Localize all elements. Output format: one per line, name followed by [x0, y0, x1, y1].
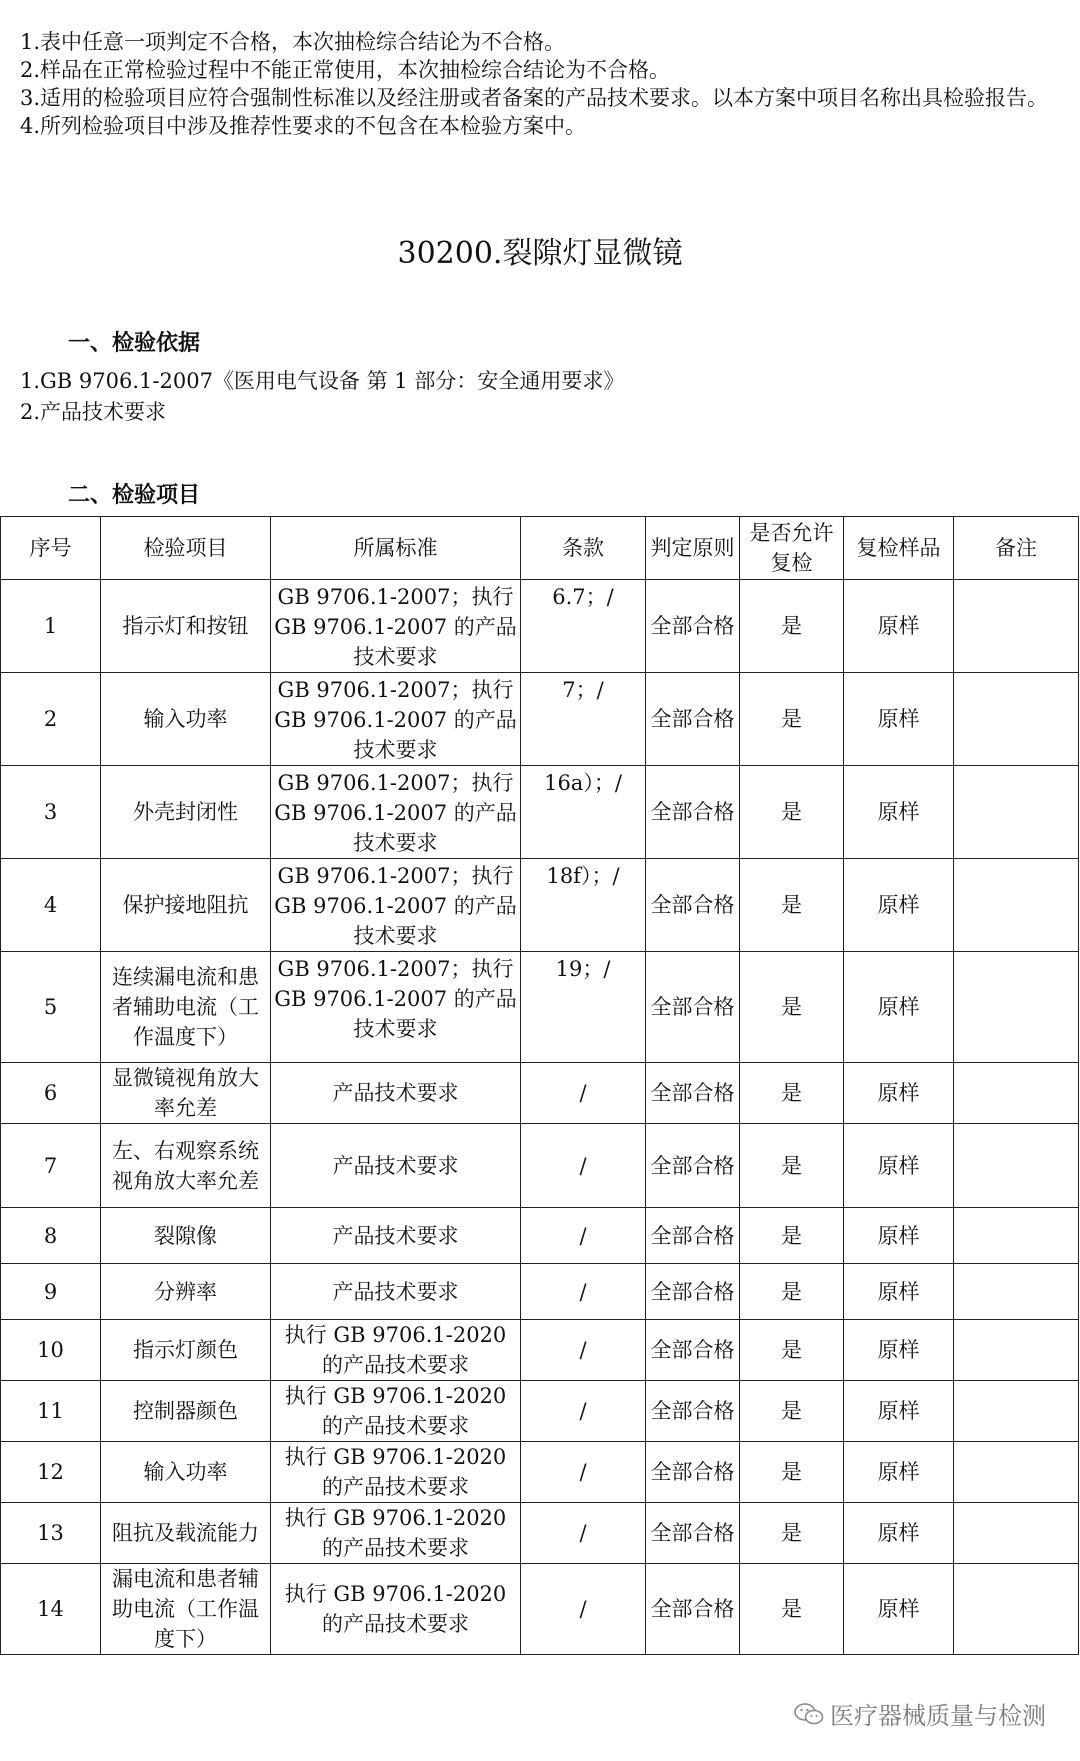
row-item: 阻抗及载流能力 [101, 1503, 271, 1564]
row-rule: 全部合格 [646, 1063, 740, 1124]
row-remark [954, 1264, 1079, 1320]
row-item: 裂隙像 [101, 1208, 271, 1264]
row-standard: 执行 GB 9706.1-2020 的产品技术要求 [271, 1320, 521, 1381]
row-clause: / [521, 1208, 646, 1264]
row-clause: / [521, 1564, 646, 1655]
note-1: 1.表中任意一项判定不合格，本次抽检综合结论为不合格。 [20, 30, 566, 54]
row-rule: 全部合格 [646, 1442, 740, 1503]
section-heading-basis: 一、检验依据 [68, 331, 201, 356]
row-sample: 原样 [844, 580, 954, 673]
header-no: 序号 [1, 517, 101, 580]
row-item: 保护接地阻抗 [101, 859, 271, 952]
row-recheck: 是 [740, 1264, 844, 1320]
row-rule: 全部合格 [646, 1320, 740, 1381]
row-sample: 原样 [844, 766, 954, 859]
table-row [1, 1264, 1079, 1320]
row-rule: 全部合格 [646, 1381, 740, 1442]
row-sample: 原样 [844, 1208, 954, 1264]
row-clause: 18f）；/ [521, 859, 646, 952]
section-heading-items: 二、检验项目 [68, 483, 201, 508]
row-no: 3 [1, 766, 101, 859]
watermark-text: 医疗器械质量与检测 [830, 1702, 1046, 1730]
table-header-row [1, 517, 1079, 580]
row-standard: 执行 GB 9706.1-2020 的产品技术要求 [271, 1564, 521, 1655]
row-remark [954, 1320, 1079, 1381]
row-standard: GB 9706.1-2007；执行 GB 9706.1-2007 的产品技术要求 [271, 952, 521, 1063]
table-row [1, 1208, 1079, 1264]
row-no: 5 [1, 952, 101, 1063]
row-recheck: 是 [740, 952, 844, 1063]
table-row [1, 1063, 1079, 1124]
row-remark [954, 1381, 1079, 1442]
table-row [1, 1381, 1079, 1442]
row-item: 漏电流和患者辅助电流（工作温度下） [101, 1564, 271, 1655]
row-standard: GB 9706.1-2007；执行 GB 9706.1-2007 的产品技术要求 [271, 580, 521, 673]
row-recheck: 是 [740, 1124, 844, 1208]
header-standard: 所属标准 [271, 517, 521, 580]
row-remark [954, 1442, 1079, 1503]
row-item: 分辨率 [101, 1264, 271, 1320]
row-recheck: 是 [740, 1208, 844, 1264]
row-clause: / [521, 1320, 646, 1381]
row-no: 4 [1, 859, 101, 952]
row-recheck: 是 [740, 1442, 844, 1503]
inspection-table [0, 516, 1079, 1655]
row-rule: 全部合格 [646, 1208, 740, 1264]
row-sample: 原样 [844, 952, 954, 1063]
notes-block [20, 28, 1060, 140]
row-recheck: 是 [740, 766, 844, 859]
row-clause: / [521, 1124, 646, 1208]
row-recheck: 是 [740, 673, 844, 766]
row-sample: 原样 [844, 1503, 954, 1564]
row-sample: 原样 [844, 859, 954, 952]
row-no: 2 [1, 673, 101, 766]
row-sample: 原样 [844, 1564, 954, 1655]
table-row [1, 952, 1079, 1063]
row-clause: 19；/ [521, 952, 646, 1063]
row-standard: 执行 GB 9706.1-2020 的产品技术要求 [271, 1503, 521, 1564]
row-clause: 6.7；/ [521, 580, 646, 673]
row-rule: 全部合格 [646, 1564, 740, 1655]
row-item: 控制器颜色 [101, 1381, 271, 1442]
watermark [794, 1696, 1046, 1731]
row-remark [954, 859, 1079, 952]
row-clause: 7；/ [521, 673, 646, 766]
table-row [1, 1124, 1079, 1208]
table-row [1, 766, 1079, 859]
row-recheck: 是 [740, 580, 844, 673]
row-item: 外壳封闭性 [101, 766, 271, 859]
table-row [1, 1503, 1079, 1564]
row-item: 输入功率 [101, 1442, 271, 1503]
header-clause: 条款 [521, 517, 646, 580]
table-row [1, 580, 1079, 673]
row-sample: 原样 [844, 1381, 954, 1442]
row-remark [954, 580, 1079, 673]
row-sample: 原样 [844, 1442, 954, 1503]
row-standard: 产品技术要求 [271, 1264, 521, 1320]
row-no: 7 [1, 1124, 101, 1208]
row-rule: 全部合格 [646, 1503, 740, 1564]
row-recheck: 是 [740, 1503, 844, 1564]
row-standard: GB 9706.1-2007；执行 GB 9706.1-2007 的产品技术要求 [271, 859, 521, 952]
header-rule: 判定原则 [646, 517, 740, 580]
row-rule: 全部合格 [646, 580, 740, 673]
row-standard: 产品技术要求 [271, 1124, 521, 1208]
row-remark [954, 1564, 1079, 1655]
table-row [1, 1442, 1079, 1503]
row-remark [954, 1063, 1079, 1124]
table-row [1, 1564, 1079, 1655]
row-standard: 产品技术要求 [271, 1063, 521, 1124]
row-standard: 产品技术要求 [271, 1208, 521, 1264]
row-item: 左、右观察系统视角放大率允差 [101, 1124, 271, 1208]
row-no: 9 [1, 1264, 101, 1320]
note-3: 3.适用的检验项目应符合强制性标准以及经注册或者备案的产品技术要求。以本方案中项目名称出具检验报告。 [20, 86, 1049, 110]
row-no: 10 [1, 1320, 101, 1381]
row-remark [954, 1208, 1079, 1264]
wechat-icon [794, 1702, 824, 1726]
row-recheck: 是 [740, 1320, 844, 1381]
table-row [1, 859, 1079, 952]
table-row [1, 1320, 1079, 1381]
row-clause: / [521, 1063, 646, 1124]
header-sample: 复检样品 [844, 517, 954, 580]
row-standard: 执行 GB 9706.1-2020 的产品技术要求 [271, 1442, 521, 1503]
page-title: 30200.裂隙灯显微镜 [397, 236, 683, 271]
row-standard: 执行 GB 9706.1-2020 的产品技术要求 [271, 1381, 521, 1442]
row-rule: 全部合格 [646, 1264, 740, 1320]
row-recheck: 是 [740, 1063, 844, 1124]
note-2: 2.样品在正常检验过程中不能正常使用，本次抽检综合结论为不合格。 [20, 58, 671, 82]
basis-list [20, 366, 624, 428]
row-remark [954, 673, 1079, 766]
row-clause: / [521, 1442, 646, 1503]
row-clause: / [521, 1381, 646, 1442]
row-no: 12 [1, 1442, 101, 1503]
row-recheck: 是 [740, 859, 844, 952]
row-remark [954, 1503, 1079, 1564]
row-remark [954, 1124, 1079, 1208]
row-sample: 原样 [844, 1063, 954, 1124]
row-clause: / [521, 1264, 646, 1320]
basis-item-2: 2.产品技术要求 [20, 400, 167, 424]
row-no: 1 [1, 580, 101, 673]
row-rule: 全部合格 [646, 859, 740, 952]
row-rule: 全部合格 [646, 766, 740, 859]
row-remark [954, 766, 1079, 859]
row-rule: 全部合格 [646, 952, 740, 1063]
row-item: 连续漏电流和患者辅助电流（工作温度下） [101, 952, 271, 1063]
header-recheck: 是否允许复检 [740, 517, 844, 580]
row-recheck: 是 [740, 1381, 844, 1442]
row-no: 14 [1, 1564, 101, 1655]
basis-item-1: 1.GB 9706.1-2007《医用电气设备 第 1 部分：安全通用要求》 [20, 369, 625, 393]
row-item: 输入功率 [101, 673, 271, 766]
table-row [1, 673, 1079, 766]
row-sample: 原样 [844, 1320, 954, 1381]
row-standard: GB 9706.1-2007；执行 GB 9706.1-2007 的产品技术要求 [271, 673, 521, 766]
row-remark [954, 952, 1079, 1063]
header-item: 检验项目 [101, 517, 271, 580]
header-remark: 备注 [954, 517, 1079, 580]
row-rule: 全部合格 [646, 1124, 740, 1208]
row-no: 13 [1, 1503, 101, 1564]
row-clause: 16a）；/ [521, 766, 646, 859]
row-sample: 原样 [844, 1124, 954, 1208]
row-item: 指示灯颜色 [101, 1320, 271, 1381]
row-no: 6 [1, 1063, 101, 1124]
row-sample: 原样 [844, 1264, 954, 1320]
row-recheck: 是 [740, 1564, 844, 1655]
row-sample: 原样 [844, 673, 954, 766]
row-no: 8 [1, 1208, 101, 1264]
row-rule: 全部合格 [646, 673, 740, 766]
note-4: 4.所列检验项目中涉及推荐性要求的不包含在本检验方案中。 [20, 114, 587, 138]
row-item: 指示灯和按钮 [101, 580, 271, 673]
row-clause: / [521, 1503, 646, 1564]
row-item: 显微镜视角放大率允差 [101, 1063, 271, 1124]
row-standard: GB 9706.1-2007；执行 GB 9706.1-2007 的产品技术要求 [271, 766, 521, 859]
row-no: 11 [1, 1381, 101, 1442]
